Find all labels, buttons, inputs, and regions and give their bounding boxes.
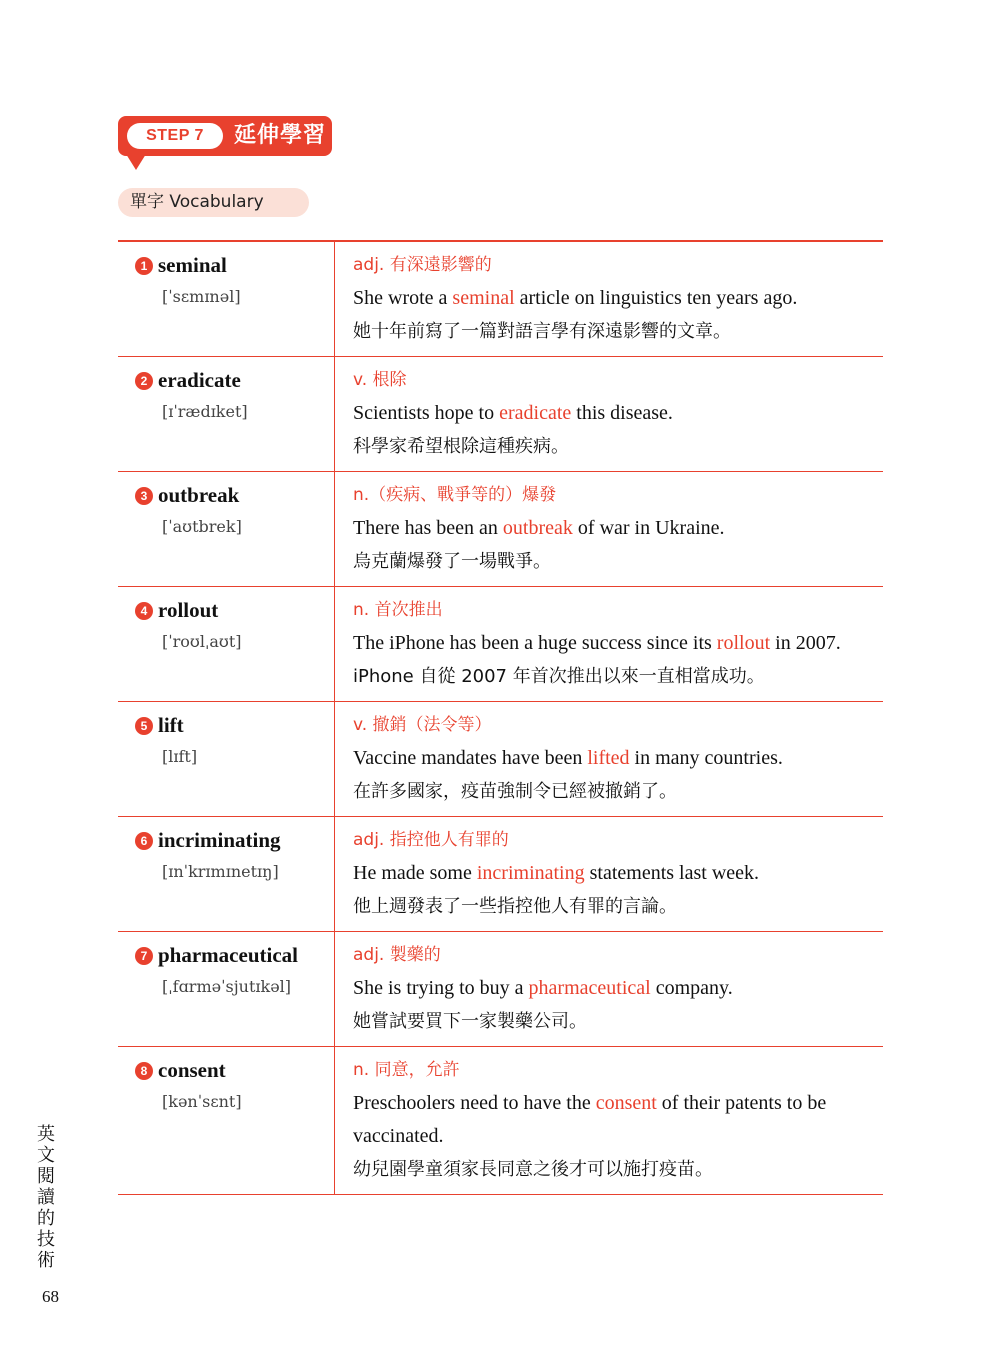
vocab-row [118, 242, 883, 357]
phonetic: [ˈroʊlˌaʊt] [162, 632, 242, 651]
phonetic: [ˈaʊtbrek] [162, 517, 242, 536]
vocab-word: seminal [158, 253, 227, 277]
chinese-translation: 她嘗試要買下一家製藥公司。 [353, 1011, 587, 1032]
phonetic: [lɪft] [162, 747, 198, 766]
phonetic: [kənˈsɛnt] [162, 1092, 242, 1111]
vocab-row [118, 932, 883, 1047]
word-line [135, 943, 298, 968]
example-sentence [353, 397, 883, 430]
word-cell [118, 1047, 335, 1194]
definition-cell [335, 472, 883, 586]
number-badge: 5 [135, 717, 153, 735]
definition-cell [335, 1047, 883, 1194]
example-highlight: incriminating [476, 862, 585, 884]
number-badge: 2 [135, 372, 153, 390]
example-highlight: consent [595, 1092, 657, 1114]
example-sentence [353, 627, 883, 660]
example-highlight: lifted [587, 747, 630, 769]
example-text: She is trying to buy a [353, 977, 529, 999]
phonetic: [ˈsɛmɪnəl] [162, 287, 241, 306]
phonetic: [ɪnˈkrɪmɪnetɪŋ] [162, 862, 279, 881]
number-badge: 4 [135, 602, 153, 620]
part-of-speech-definition: adj. 有深遠影響的 [353, 255, 492, 275]
word-line [135, 1058, 226, 1083]
phonetic: [ɪˈrædɪket] [162, 402, 248, 421]
example-text: in 2007. [770, 632, 841, 654]
chinese-translation: 科學家希望根除這種疾病。 [353, 436, 569, 457]
number-badge: 8 [135, 1062, 153, 1080]
step-badge [118, 116, 332, 156]
vocab-word: eradicate [158, 368, 241, 392]
step-title: 延伸學習 [234, 123, 327, 148]
vocab-row [118, 357, 883, 472]
part-of-speech-definition: v. 撤銷（法令等） [353, 715, 492, 735]
example-text: The iPhone has been a huge success since its [353, 632, 717, 654]
vocab-row [118, 817, 883, 932]
example-highlight: outbreak [502, 517, 573, 539]
example-sentence [353, 512, 883, 545]
word-cell [118, 587, 335, 701]
number-badge: 3 [135, 487, 153, 505]
example-text: article on linguistics ten years ago. [514, 287, 798, 309]
definition-cell [335, 242, 883, 356]
example-text: statements last week. [584, 862, 760, 884]
example-text: this disease. [571, 402, 673, 424]
vocab-word: outbreak [158, 483, 240, 507]
vocab-word: pharmaceutical [158, 943, 298, 967]
word-cell [118, 357, 335, 471]
word-cell [118, 242, 335, 356]
example-text: He made some [353, 862, 477, 884]
example-highlight: eradicate [499, 402, 572, 424]
chinese-translation: 他上週發表了一些指控他人有罪的言論。 [353, 896, 677, 917]
definition-cell [335, 702, 883, 816]
example-sentence [353, 1087, 883, 1153]
chinese-translation: 幼兒園學童須家長同意之後才可以施打疫苗。 [353, 1159, 713, 1180]
example-sentence [353, 742, 883, 775]
example-text: Preschoolers need to have the [353, 1092, 596, 1114]
definition-cell [335, 357, 883, 471]
vocab-word: consent [158, 1058, 226, 1082]
example-highlight: pharmaceutical [528, 977, 651, 999]
number-badge: 6 [135, 832, 153, 850]
phonetic: [ˌfɑrməˈsjutɪkəl] [162, 977, 292, 996]
example-text: She wrote a [353, 287, 453, 309]
word-line [135, 598, 218, 623]
part-of-speech-definition: n.（疾病、戰爭等的）爆發 [353, 485, 557, 505]
word-line [135, 253, 227, 278]
example-text: of war in Ukraine. [572, 517, 725, 539]
part-of-speech-definition: n. 同意，允許 [353, 1060, 460, 1080]
part-of-speech-definition: adj. 指控他人有罪的 [353, 830, 509, 850]
word-cell [118, 817, 335, 931]
chinese-translation: 烏克蘭爆發了一場戰爭。 [353, 551, 551, 572]
page-number: 68 [42, 1287, 59, 1306]
step-label: STEP 7 [127, 123, 223, 149]
vocab-row [118, 472, 883, 587]
vocab-word: incriminating [158, 828, 281, 852]
example-sentence [353, 857, 883, 890]
vocab-row [118, 702, 883, 817]
part-of-speech-definition: adj. 製藥的 [353, 945, 441, 965]
book-title: 英文閱讀的技術 [34, 1124, 55, 1271]
word-cell [118, 932, 335, 1046]
vocab-word: lift [158, 713, 184, 737]
definition-cell [335, 932, 883, 1046]
example-highlight: seminal [452, 287, 515, 309]
part-of-speech-definition: v. 根除 [353, 370, 407, 390]
vocab-row [118, 1047, 883, 1195]
example-highlight: rollout [716, 632, 771, 654]
word-line [135, 713, 184, 738]
example-text: in many countries. [629, 747, 783, 769]
definition-cell [335, 817, 883, 931]
number-badge: 1 [135, 257, 153, 275]
speech-bubble-tail [126, 154, 146, 170]
chinese-translation: 她十年前寫了一篇對語言學有深遠影響的文章。 [353, 321, 731, 342]
example-sentence [353, 282, 883, 315]
example-text: Scientists hope to [353, 402, 500, 424]
part-of-speech-definition: n. 首次推出 [353, 600, 443, 620]
example-text: of their patents to be vaccinated. [353, 1092, 827, 1147]
word-cell [118, 472, 335, 586]
definition-cell [335, 587, 883, 701]
example-text: There has been an [353, 517, 503, 539]
vocab-row [118, 587, 883, 702]
word-line [135, 368, 241, 393]
word-cell [118, 702, 335, 816]
vocabulary-table [118, 240, 883, 1195]
word-line [135, 828, 281, 853]
word-line [135, 483, 239, 508]
example-sentence [353, 972, 883, 1005]
number-badge: 7 [135, 947, 153, 965]
example-text: Vaccine mandates have been [353, 747, 588, 769]
vocab-word: rollout [158, 598, 219, 622]
example-text: company. [650, 977, 733, 999]
chinese-translation: iPhone 自從 2007 年首次推出以來一直相當成功。 [353, 666, 765, 687]
chinese-translation: 在許多國家，疫苗強制令已經被撤銷了。 [353, 781, 677, 802]
section-label: 單字 Vocabulary [118, 188, 309, 217]
